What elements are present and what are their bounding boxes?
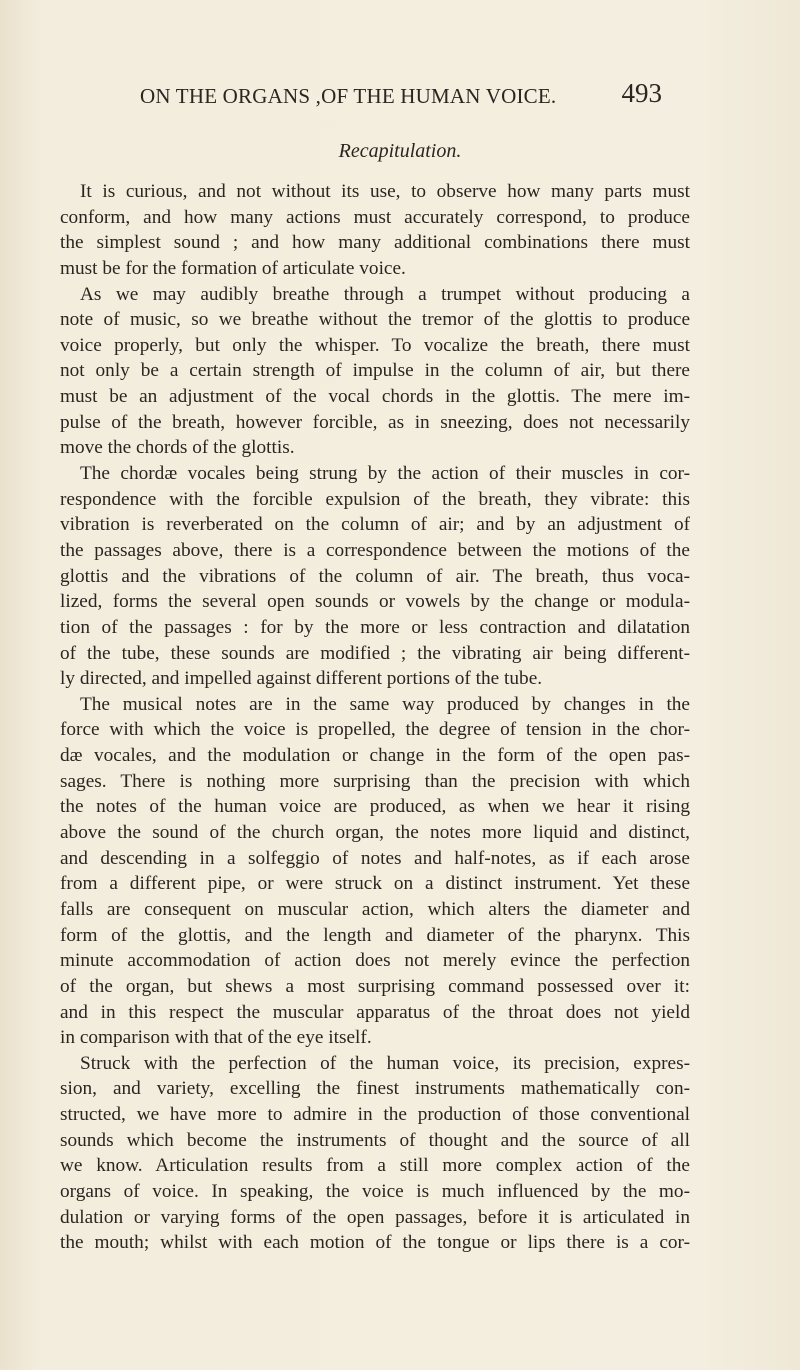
text-line: The musical notes are in the same way produced by changes in the bbox=[80, 693, 690, 715]
text-line: sion, and variety, excelling the finest instruments mathematically con- bbox=[60, 1078, 690, 1100]
text-line: the notes of the human voice are produced, as when we hear it rising bbox=[60, 796, 690, 818]
text-line: and in this respect the muscular apparatus of the throat does not yield bbox=[60, 1001, 690, 1023]
text-line: in comparison with that of the eye itself. bbox=[60, 1027, 372, 1049]
text-line: minute accommodation of action does not merely evince the perfection bbox=[60, 950, 690, 972]
text-line: of the organ, but shews a most surprising command possessed over it: bbox=[60, 975, 690, 997]
text-line: the passages above, there is a correspondence between the motions of the bbox=[60, 539, 690, 561]
text-line: glottis and the vibrations of the column of air. The breath, thus voca- bbox=[60, 565, 690, 587]
text-line: The chordæ vocales being strung by the action of their muscles in cor- bbox=[80, 463, 690, 485]
text-line: As we may audibly breathe through a trumpet without producing a bbox=[80, 283, 690, 305]
text-line: above the sound of the church organ, the notes more liquid and distinct, bbox=[60, 822, 690, 844]
text-line: vibration is reverberated on the column of air; and by an adjustment of bbox=[60, 514, 690, 536]
text-line: note of music, so we breathe without the tremor of the glottis to produce bbox=[60, 309, 690, 331]
text-line: of the tube, these sounds are modified ; the vibrating air being different- bbox=[60, 642, 690, 664]
text-line: conform, and how many actions must accurately correspond, to produce bbox=[60, 206, 690, 228]
text-line: and descending in a solfeggio of notes and half-notes, as if each arose bbox=[60, 847, 690, 869]
text-line: organs of voice. In speaking, the voice is much influenced by the mo- bbox=[60, 1180, 690, 1202]
text-line: from a different pipe, or were struck on a distinct instrument. Yet these bbox=[60, 873, 690, 895]
text-line: dulation or varying forms of the open passages, before it is articulated in bbox=[60, 1206, 690, 1228]
text-line: form of the glottis, and the length and diameter of the pharynx. This bbox=[60, 924, 690, 946]
text-line: move the chords of the glottis. bbox=[60, 437, 295, 459]
text-line: not only be a certain strength of impulse in the column of air, but there bbox=[60, 360, 690, 382]
text-line: force with which the voice is propelled, the degree of tension in the chor- bbox=[60, 719, 690, 741]
text-line: sounds which become the instruments of thought and the source of all bbox=[60, 1129, 690, 1151]
section-title: Recapitulation. bbox=[338, 140, 462, 162]
text-line: must be for the formation of articulate voice. bbox=[60, 257, 406, 279]
text-line: Struck with the perfection of the human voice, its precision, expres- bbox=[80, 1052, 690, 1074]
text-line: voice properly, but only the whisper. To vocalize the breath, there must bbox=[60, 334, 690, 356]
text-line: ly directed, and impelled against different portions of the tube. bbox=[60, 668, 543, 690]
text-line: structed, we have more to admire in the production of those conventional bbox=[60, 1104, 690, 1126]
text-line: the mouth; whilst with each motion of the tongue or lips there is a cor- bbox=[60, 1232, 690, 1254]
text-line: the simplest sound ; and how many additional combinations there must bbox=[60, 232, 690, 254]
text-line: tion of the passages : for by the more or less contraction and dilatation bbox=[60, 616, 690, 638]
body-text bbox=[60, 179, 690, 1256]
text-line: lized, forms the several open sounds or vowels by the change or modula- bbox=[60, 591, 690, 613]
text-line: we know. Articulation results from a still more complex action of the bbox=[60, 1155, 690, 1177]
text-line: falls are consequent on muscular action, which alters the diameter and bbox=[60, 898, 690, 920]
text-line: respondence with the forcible expulsion of the breath, they vibrate: this bbox=[60, 488, 690, 510]
text-line: sages. There is nothing more surprising than the precision with which bbox=[60, 770, 690, 792]
text-line: It is curious, and not without its use, to observe how many parts must bbox=[80, 181, 690, 202]
running-head: ON THE ORGANS ,OF THE HUMAN VOICE. bbox=[140, 84, 557, 108]
text-line: dæ vocales, and the modulation or change in the form of the open pas- bbox=[60, 745, 690, 767]
page-number: 493 bbox=[621, 78, 662, 108]
text-line: pulse of the breath, however forcible, as in sneezing, does not necessarily bbox=[60, 411, 690, 433]
page-header bbox=[140, 78, 662, 114]
text-line: must be an adjustment of the vocal chords in the glottis. The mere im- bbox=[60, 386, 690, 408]
